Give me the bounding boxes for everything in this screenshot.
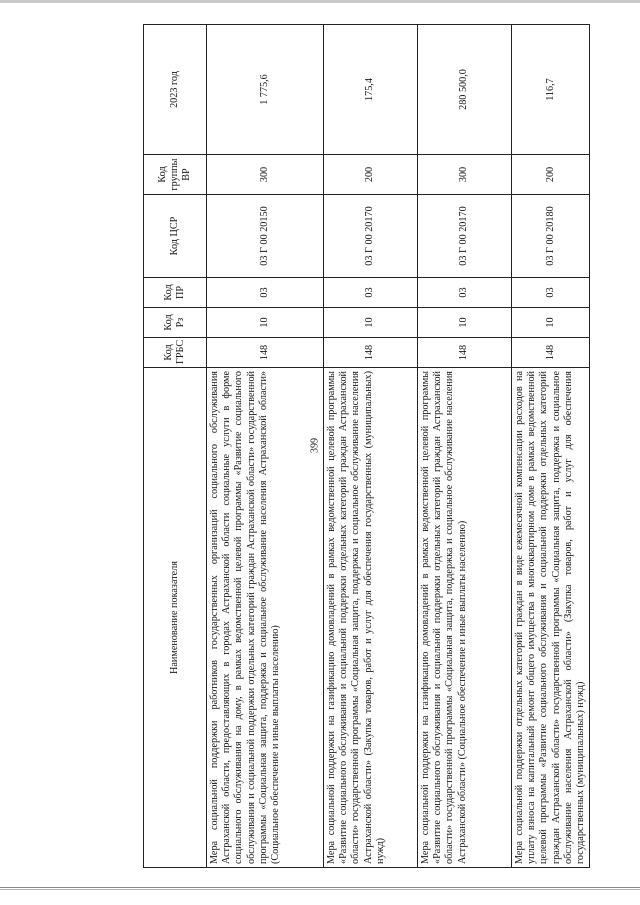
budget-table-container [143,25,587,868]
row-vr: 300 [207,155,324,195]
row-name: Мера социальной поддержки на газификацию домовладений в рамках ведомственной целевой программы «Развитие социального обслуживания и социальной поддержки отдельных категорий граждан Астраханской области» государственной программы «Социальная защита, поддержка и социальное обслуживание населения Астраханской области» (Социальное обеспечение и иные выплаты населению) [418,368,512,868]
row-vr: 200 [324,155,418,195]
row-pr: 03 [207,278,324,308]
row-grbs: 148 [207,338,324,368]
scan-edge [0,889,640,890]
row-pr: 03 [512,278,590,308]
header-pr: Код ПР [144,278,207,308]
table-row [324,25,418,868]
row-rz: 10 [418,308,512,338]
row-csr: 03 Г 00 20170 [418,195,512,278]
row-csr: 03 Г 00 20150 [207,195,324,278]
row-year: 280 500,0 [418,25,512,155]
page-number: 399 [309,438,321,453]
table-header-row [144,25,207,868]
row-rz: 10 [512,308,590,338]
header-csr: Код ЦСР [144,195,207,278]
row-rz: 10 [324,308,418,338]
row-vr: 200 [512,155,590,195]
header-vr: Код группы ВР [144,155,207,195]
row-pr: 03 [324,278,418,308]
row-pr: 03 [418,278,512,308]
row-grbs: 148 [512,338,590,368]
budget-table [143,24,590,868]
row-year: 116,7 [512,25,590,155]
table-row [512,25,590,868]
row-rz: 10 [207,308,324,338]
scan-edge [0,0,640,3]
header-year: 2023 год [144,25,207,155]
row-csr: 03 Г 00 20180 [512,195,590,278]
row-name: Мера социальной поддержки на газификацию домовладений в рамках ведомственной целевой программы «Развитие социального обслуживания и социальной поддержки отдельных категорий граждан Астраханской области» государственной программы «Социальная защита, поддержка и социальное обслуживание населения Астраханской области» (Закупка товаров, работ и услуг для обеспечения государственных (муниципальных) нужд) [324,368,418,868]
row-csr: 03 Г 00 20170 [324,195,418,278]
row-grbs: 148 [324,338,418,368]
row-name: Мера социальной поддержки отдельных категорий граждан в виде ежемесячной компенсации расходов на уплату взноса на капитальный ремонт общего имущества в многоквартирном доме в рамках ведомственной целевой программы «Развитие социального обслуживания и социальной поддержки отдельных категорий граждан Астраханской области» государственной программы «Социальная защита, поддержка и социальное обслуживание населения Астраханской области» (Закупка товаров, работ и услуг для обеспечения государственных (муниципальных) нужд) [512,368,590,868]
scan-edge [0,887,640,888]
row-year: 175,4 [324,25,418,155]
row-year: 1 775,6 [207,25,324,155]
header-rz: Код Рз [144,308,207,338]
row-grbs: 148 [418,338,512,368]
header-grbs: Код ГРБС [144,338,207,368]
header-name: Наименование показателя [144,368,207,868]
row-vr: 300 [418,155,512,195]
table-row [207,25,324,868]
row-name: Мера социальной поддержки работников государственных организаций социального обслуживания Астраханской области, предоставляющих в городах Астраханской области социальные услуги в форме социального обслуживания на дому, в рамках ведомственной целевой программы «Развитие социального обслуживания и социальной поддержки отдельных категорий граждан Астраханской области» государственной программы «Социальная защита, поддержка и социальное обслуживание населения Астраханской области» (Социальное обеспечение и иные выплаты населению) [207,368,324,868]
table-row [418,25,512,868]
